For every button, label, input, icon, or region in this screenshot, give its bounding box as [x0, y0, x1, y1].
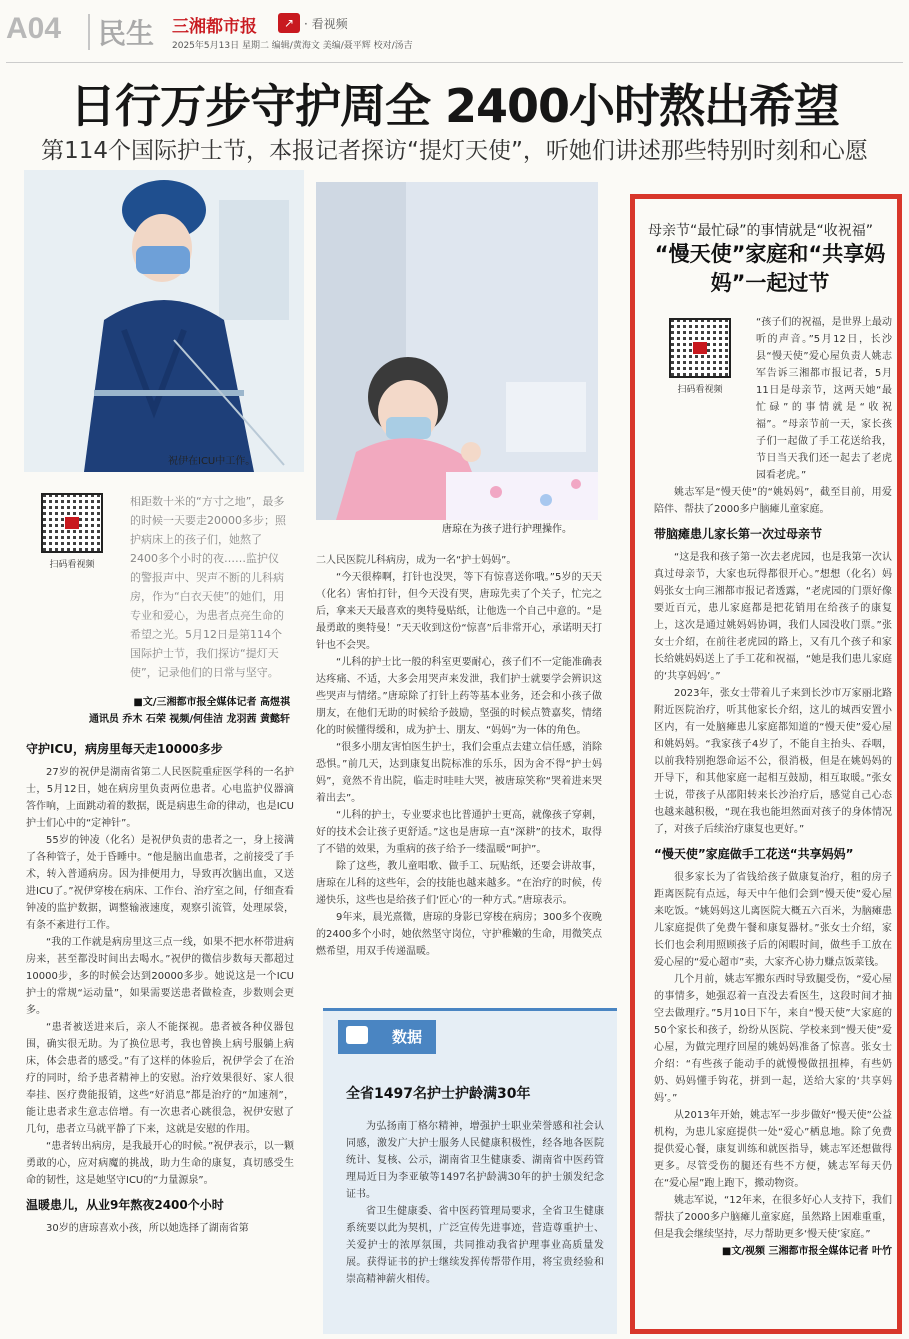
data-tag-label: 数据 [391, 1028, 422, 1046]
headline: 日行万步守护周全 2400小时熬出希望 [69, 79, 840, 133]
paragraph: 几个月前，姚志军搬东西时导致腿受伤，“爱心屋的事情多，她强忍着一直没去看医生，这段时间才抽空去做理疗。”5月10日下午，来自“慢天使”大家庭的50个家长和孩子，纷纷从医院、学校来到“慢天使”爱心屋，为做完理疗回屋的姚妈妈准备了惊喜。张女士介绍：“有些孩子能动手的就慢慢做扭扭棒，有些奶奶、妈妈懂手钩花，拼到一起，送给大家的‘共享妈妈’。” [654, 974, 892, 1104]
column-2 [316, 552, 602, 960]
paragraph: “孩子们的祝福，是世界上最动听的声音。”5月12日，长沙县“慢天使”爱心屋负责人姚志军告诉三湘都市报记者，5月11日是母亲节，这两天她“最忙碌”的事情就是“收祝福”。“母亲节前一天，家长孩子们一起做了手工花送给我，节日当天我们还一起去了老虎园看老虎。” [756, 317, 892, 481]
paragraph: 姚志军是“慢天使”的“姚妈妈”，截至目前，用爱陪伴、帮扶了2000多户脑瘫儿童家庭。 [654, 487, 892, 515]
sidebar-column [654, 314, 892, 1260]
paragraph: 27岁的祝伊是湖南省第二人民医院重症医学科的一名护士，5月12日，她在病房里负责两位患者。心电监护仪器滴答作响，上面跳动着的数据，既是病患生命的律动，也是ICU护士们心中的“定神针”。 [26, 767, 294, 829]
paragraph: 二人民医院儿科病房，成为一名“护士妈妈”。 [316, 555, 517, 566]
paragraph: “患者被送进来后，亲人不能探视。患者被各种仪器包围，确实很无助。为了换位思考，我也曾换上病号服躺上病床，体会患者的感受。”有了这样的体验后，祝伊学会了在治疗的同时，给予患者精神上的安慰。治疗效果很好、家人很奉挂、医疗费能报销，这些“好消息”都是治疗的“加速剂”，能让患者求生意志倍增。有一次患者心跳很急，祝伊安慰了几句，患者立马就平静了下来，这就是安慰的作用。 [26, 1022, 294, 1135]
divider [88, 14, 90, 50]
page-meta: 2025年5月13日 星期二 编辑/黄海文 美编/聂平辉 校对/汤吉 [172, 41, 413, 51]
paragraph: 姚志军说，“12年来，在很多好心人支持下，我们帮扶了2000多户脑瘫儿童家庭，虽然路上困难重重，但是我会继续坚持，尽力帮助更多‘慢天使’家庭。” [654, 1195, 892, 1240]
column-1 [26, 733, 294, 1237]
paragraph: 很多家长为了省钱给孩子做康复治疗，租的房子距离医院有点远，每天中午他们会到“慢天使”爱心屋来吃饭。“姚妈妈这儿离医院大概五六百米，为脑瘫患儿家庭提供了免费午餐和康复器材。”张女士介绍，家长们也会利用照顾孩子后的闲暇时间，做些手工放在爱心屋的“爱心超市”卖，大家齐心协力赚点饭菜钱。 [654, 872, 892, 968]
photo1-caption: 祝伊在ICU中工作。 [168, 456, 256, 467]
masthead [0, 0, 909, 64]
sidebar-subheading-2: “慢天使”家庭做手工花送“共享妈妈” [654, 847, 854, 861]
data-tag [338, 1020, 436, 1054]
paragraph: 为弘扬南丁格尔精神，增强护士职业荣誉感和社会认同感，激发广大护士服务人民健康积极性，经各地各医院统计、复核、公示，湖南省卫生健康委、湖南省中医药管理局近日为李亚敏等1497名护龄满30年的护士颁发纪念证书。 [346, 1121, 604, 1200]
sidebar-subheading-1: 带脑瘫患儿家长第一次过母亲节 [654, 527, 823, 541]
sidebar-byline: ■文/视频 三湘都市报全媒体记者 叶竹 [721, 1246, 892, 1257]
nurse-icu-illustration [24, 170, 304, 472]
data-box-title: 全省1497名护士护龄满30年 [346, 1086, 531, 1102]
paragraph: “儿科的护士比一般的科室更要耐心，孩子们不一定能准确表达疼痛、不适，大多会用哭声来发泄，我们护士就要学会辨识这些哭声与情绪。”唐琼除了打针上药等基本业务，还会和小孩子做朋友，在他们无助的时候给予鼓励，坚强的时候点赞嘉奖，情绪化的时候懂得缓和，成为护士、朋友、“妈妈”为一体的角色。 [316, 657, 602, 736]
paragraph: “很多小朋友害怕医生护士，我们会重点去建立信任感，消除恐惧。”前几天，达到康复出院标准的乐乐，因为舍不得“护士妈妈”，竟然不肯出院，临走时哇哇大哭，被唐琼笑称“哭着进来哭着出去”。 [316, 742, 602, 804]
photo-nurse-pediatric [316, 182, 598, 520]
chat-bubble-icon [346, 1026, 368, 1044]
paragraph: “儿科的护士，专业要求也比普通护士更高，就像孩子穿刺，好的技术会让孩子更舒适。”这也是唐琼一直“深耕”的技术，取得了不错的效果，为重病的孩子给予一缕温暖“呵护”。 [316, 810, 602, 855]
subheadline: 第114个国际护士节，本报记者探访“提灯天使”，听她们讲述那些特别时刻和心愿 [41, 138, 868, 164]
lead-byline [26, 694, 290, 728]
byline-reporter: ■文/三湘都市报全媒体记者 高煜祺 [133, 697, 290, 708]
paragraph: 从2013年开始，姚志军一步步做好“慢天使”公益机构，为患儿家庭提供一处“爱心”栖息地。除了免费提供爱心餐，康复训练和就医指导，姚志军还想做得更多。尽管受伤的腿还有些不方便，姚志军每天仍在“爱心屋”跑上跑下，搬动物资。 [654, 1110, 892, 1189]
video-tag: · 看视频 [304, 17, 348, 31]
photo2-caption: 唐琼在为孩子进行护理操作。 [442, 524, 572, 535]
paragraph: 30岁的唐琼喜欢小孩，所以她选择了湖南省第 [46, 1223, 249, 1234]
subheading-pediatric: 温暖患儿，从业9年熬夜2400个小时 [26, 1198, 224, 1212]
sidebar-title: “慢天使”家庭和“共享妈妈”一起过节 [654, 242, 886, 295]
qr-label: 扫码看视频 [677, 385, 723, 395]
paragraph: 9年来，晨光熹微，唐琼的身影已穿梭在病房；300多个夜晚的2400多个小时，她依然坚守岗位，守护稚嫩的生命，用微笑点燃希望，用双手传递温暖。 [316, 912, 602, 957]
data-box-text [346, 1118, 604, 1288]
lead-text [40, 492, 288, 682]
photo-nurse-icu [24, 170, 304, 472]
paragraph: “今天很棒啊，打针也没哭，等下有惊喜送你哦。”5岁的天天（化名）害怕打针，但今天没有哭，唐琼先卖了个关子，忙完之后，拿来天天最喜欢的奥特曼贴纸，让他选一个自己中意的。“是最勇敢的奥特曼！”天天收到这份“惊喜”后非常开心，承诺明天打针也不会哭。 [316, 572, 602, 651]
paragraph: “这是我和孩子第一次去老虎园，也是我第一次认真过母亲节，大家也玩得都很开心。”想想（化名）妈妈张女士向三湘都市报记者透露，“老虎园的门票好像要近百元，患儿家庭都是把花销用在给孩子的康复上，这次是通过姚妈妈协调，我们人园没收门票。”张女士介绍，在前往老虎园的路上，又有几个孩子和家长给姚妈妈送上了手工花和祝福，“她是我们患儿家庭的‘共享妈妈’。” [654, 552, 892, 682]
newspaper-name: 三湘都市报 [172, 17, 257, 37]
paragraph: 55岁的钟凌（化名）是祝伊负责的患者之一，身上接满了各种管子，处于昏睡中。“他是脑出血患者，之前接受了手术，转入普通病房。因为排便用力，导致再次脑出血，又送进ICU了。”祝伊穿梭在病床、工作台、治疗室之间，仔细查看钟凌的监护数据，调整输液速度，观察引流管，处理尿袋，有条不紊进行工作。 [26, 835, 294, 931]
nurse-pediatric-illustration [316, 182, 598, 520]
paragraph: 2023年，张女士带着儿子来到长沙市万家丽北路附近医院治疗，听其他家长介绍，这儿的城西安置小区内，有一处脑瘫患儿家庭都知道的“慢天使”爱心屋和姚妈妈。“我家孩子4岁了，不能自主抬头、吞咽，以前我特别抱怨命运不公，很消极，但是在姚妈妈的开导下，和其他家庭一起相互鼓励，相互取暖。”张女士说，带孩子从邵阳转来长沙治疗后，感觉自己心态也越来越积极，“现在我也能坦然面对孩子的身体情况了，对孩子后续治疗康复也更好。” [654, 688, 892, 835]
page-number: A04 [6, 12, 62, 45]
header-rule [6, 62, 903, 63]
app-logo-icon: ↗ [278, 13, 300, 33]
section-name: 民生 [98, 17, 155, 50]
subheading-icu: 守护ICU，病房里每天走10000多步 [26, 742, 223, 756]
paragraph: “患者转出病房，是我最开心的时候。”祝伊表示，以一颗勇敢的心，应对病魔的挑战，助力生命的康复，真切感受生命的韧性，这是她坚守ICU的“力量源泉”。 [26, 1141, 294, 1186]
qr-label: 扫码看视频 [49, 560, 95, 570]
paragraph: “我的工作就是病房里这三点一线，如果不把水杯带进病房来，甚至都没时间出去喝水。”祝伊的微信步数每天都超过10000步，多的时候会达到20000多步。她说这是一个ICU护士的常规“运动量”，如果需要送患者做检查，步数则会更多。 [26, 937, 294, 1016]
paragraph: 省卫生健康委、省中医药管理局要求，全省卫生健康系统要以此为契机，广泛宣传先进事迹，营造尊重护士、关爱护士的浓厚氛围，共同推动我省护理事业高质量发展。获得证书的护士继续发挥传帮带作用，将宝贵经验和崇高精神薪火相传。 [346, 1206, 604, 1285]
paragraph: 除了这些，教儿童唱歌、做手工、玩贴纸，还要会讲故事，唐琼在儿科的这些年，会的技能也越来越多。“在治疗的时候，传递快乐，这些也是给孩子们‘匠心’的一种方式。”唐琼表示。 [316, 861, 602, 906]
byline-contributors: 通讯员 乔木 石荣 视频/何佳洁 龙羽茜 黄懿轩 [88, 714, 290, 725]
sidebar-kicker: 母亲节“最忙碌”的事情就是“收祝福” [648, 223, 874, 239]
lead-paragraph: 相距数十米的“方寸之地”，最多的时候一天要走20000多步；照护病床上的孩子们，她熬了2400多个小时的夜……监护仪的警报声中、哭声不断的儿科病房，作为“白衣天使”的她们，用专业和爱心，为患者点亮生命的希望之光。5月12日是第114个国际护士节，我们探访“提灯天使”，记录他们的日常与坚守。 [130, 495, 286, 679]
